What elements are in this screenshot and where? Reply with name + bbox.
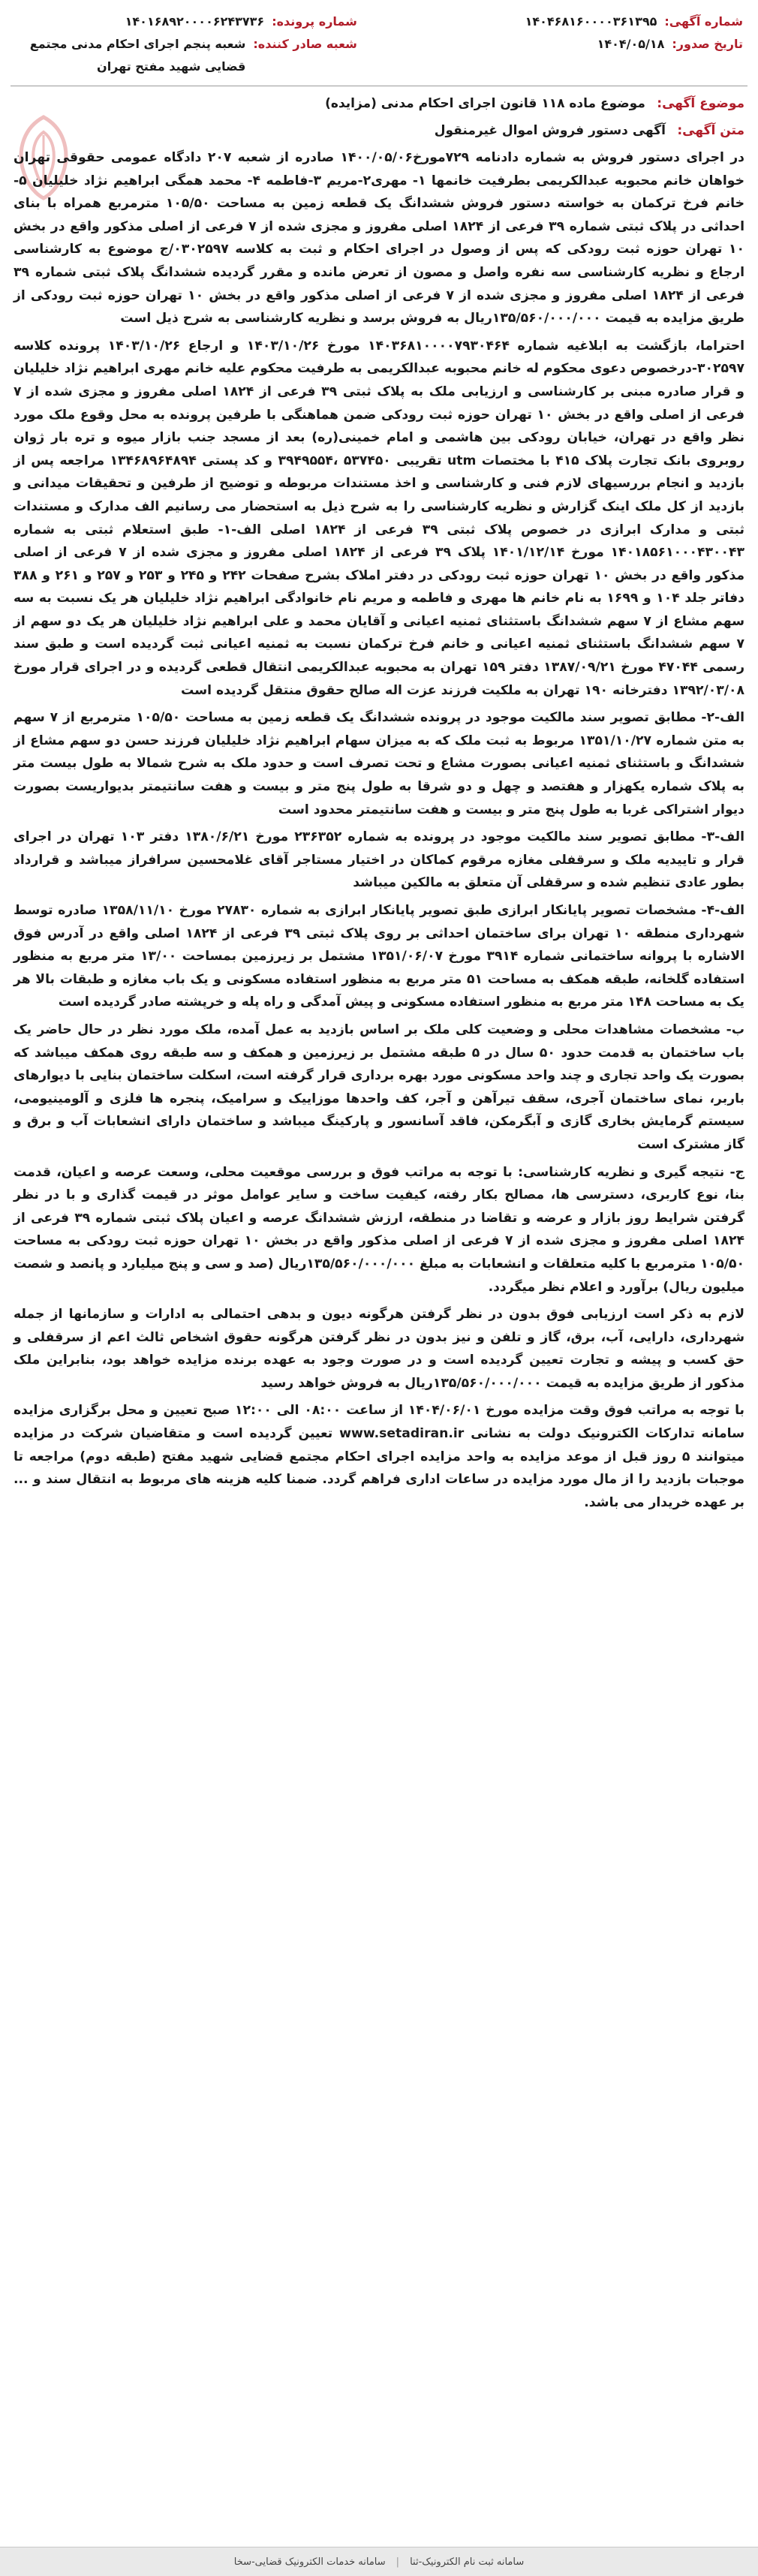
issuing-branch: شعبه پنجم اجرای احکام مدنی مجتمع قضایی شهید مفتح تهران xyxy=(29,37,246,74)
body-paragraph: با توجه به مراتب فوق وقت مزایده مورخ ۱۴۰۴/۰۶/۰۱ از ساعت ۰۸:۰۰ الی ۱۲:۰۰ صبح تعیین و محل برگزاری مزایده سامانه تدارکات الکترونیک دولت به نشانی www.setadiran.ir تعیین گردیده است و متقاضیان شرکت در مزایده میتوانند ۵ روز قبل از موعد مزایده به واحد مزایده اجرای احکام مجتمع قضایی شهید مفتح (طبقه دوم) مراجعه تا موجبات بازدید را از مال مورد مزایده در ساعات اداری فراهم گردد. ضمنا کلیه هزینه های مربوط به انتقال سند و ... بر عهده خریدار می باشد. xyxy=(14,1403,745,1510)
case-number-row xyxy=(15,11,357,33)
body-paragraph: الف-۲- مطابق تصویر سند مالکیت موجود در پرونده ششدانگ یک قطعه زمین به مساحت ۱۰۵/۵۰ مترمربع از ۷ سهم به متن شماره ۱۳۵۱/۱۰/۲۷ مربوط به ثبت ملک که به میزان سهام ابراهیم نژاد خلیلیان فرزند حسن دو سهم مشاع از ششدانگ و باستثنای ثمنیه اعیانی بصورت مشاع و تحت تصرف است و حدود ملک به شرح شمالا به طول بیست متر به پلاک شماره یکهزار و هفتصد و چهل و دو شرقا به طول پنج متر و بیست و هفت سانتیمتر بدیواریست بصورت دیوار اشتراکی غربا به طول پنج متر و بیست و هفت سانتیمتر محدود است xyxy=(14,710,744,817)
body-label: متن آگهی: xyxy=(677,123,744,138)
notice-number: ۱۴۰۴۶۸۱۶۰۰۰۰۳۶۱۳۹۵ xyxy=(525,14,657,29)
footer-bar xyxy=(0,2547,758,2576)
notice-body-heading xyxy=(14,119,744,142)
case-number-label: شماره پرونده: xyxy=(272,14,357,29)
issue-date-label: تاریخ صدور: xyxy=(672,37,743,51)
notice-page xyxy=(11,8,747,1518)
issuing-branch-row xyxy=(15,33,357,78)
notice-subject xyxy=(14,92,744,115)
header-left-column xyxy=(15,11,357,78)
header-right-column xyxy=(401,11,743,78)
notice-body xyxy=(14,146,744,1514)
footer-link-sakha[interactable]: سامانه خدمات الکترونیک قضایی-سخا xyxy=(233,2556,386,2568)
body-paragraph: الف-۳- مطابق تصویر سند مالکیت موجود در پرونده به شماره ۲۳۶۳۵۲ مورخ ۱۳۸۰/۶/۲۱ دفتر ۱۰۳ تهران در اجرای قرار و تاییدیه ملک و سرقفلی مغازه مرقوم کماکان در اختیار مستاجر آقای غلامحسین سرافراز میباشد و قرارداد بطور عادی تنظیم شده و سرقفلی آن متعلق به مالکین میباشد xyxy=(14,829,745,891)
body-paragraph: ب- مشخصات مشاهدات محلی و وضعیت کلی ملک بر اساس بازدید به عمل آمده، ملک مورد نظر در حال حاضر یک باب ساختمان به قدمت حدود ۵۰ سال در ۵ طبقه مشتمل بر زیرزمین و همکف و سه طبقه روی همکف میباشد که بصورت یک واحد تجاری و چند واحد مسکونی مورد بهره برداری قرار گرفته است، اسکلت ساختمان بنایی با دیوارهای باربر، نمای ساختمان آجری، سقف تیرآهن و آجر، کف واحدها موزاییک و سرامیک، پنجره ها فلزی و آلومینیومی، سیستم گرمایش بخاری گازی و آبگرمکن، فاقد آسانسور و پارکینگ میباشد و ساختمان دارای انشعابات آب و برق و گاز مشترک است xyxy=(14,1022,744,1152)
notice-number-row xyxy=(401,11,743,33)
notice-number-label: شماره آگهی: xyxy=(664,14,743,29)
issuing-branch-label: شعبه صادر کننده: xyxy=(253,37,357,51)
case-number: ۱۴۰۱۶۸۹۲۰۰۰۰۶۲۴۳۷۳۶ xyxy=(125,14,265,29)
body-title: آگهی دستور فروش اموال غیرمنقول xyxy=(434,123,666,138)
body-paragraph: لازم به ذکر است ارزیابی فوق بدون در نظر گرفتن هرگونه دیون و بدهی احتمالی به ادارات و سازمانها از جمله شهرداری، دارایی، آب، برق، گاز و تلفن و نیز بدون در نظر گرفتن هرگونه حقوق اشخاص ثالث اعم از سرقفلی و حق کسب و پیشه و تجارت تعیین گردیده است و در صورت وجود به عهده برنده مزایده خواهد بود، بنابراین ملک مذکور از طریق مزایده به قیمت ۱۳۵/۵۶۰/۰۰۰/۰۰۰ریال به فروش خواهد رسید xyxy=(14,1307,744,1391)
body-paragraph: الف-۴- مشخصات تصویر پایانکار ابرازی طبق تصویر پایانکار ابرازی به شماره ۲۷۸۳۰ مورخ ۱۳۵۸/۱۱/۱۰ صادره توسط شهرداری منطقه ۱۰ تهران برای ساختمان احداثی بر روی پلاک ثبتی ۳۹ فرعی از ۱۸۲۴ اصلی واقع در آدرس فوق الاشاره با پروانه ساختمانی شماره ۳۹۱۴ مورخ ۱۳۵۱/۰۶/۰۷ مشتمل بر زیرزمین بمساحت ۱۳/۰۰ متر مربع به منظور استفاده گلخانه، طبقه همکف به مساحت ۵۱ متر مربع به منظور استفاده مسکونی و یک باب مغازه و طبقات بالا هر یک به مساحت ۱۴۸ متر مربع به منظور استفاده مسکونی و پیش آمدگی و راه پله و خرپشته صادر گردیده است xyxy=(14,903,745,1010)
body-paragraph: در اجرای دستور فروش به شماره دادنامه ۷۲۹مورخ۱۴۰۰/۰۵/۰۶ صادره از شعبه ۲۰۷ دادگاه عمومی حقوقی تهران خواهان خانم محبوبه عبدالکریمی بطرفیت خانمها ۱- مهری۲-مریم ۳-فاطمه ۴- محمد همگی ابراهیم نژاد خلیلیان ۵- خانم فرخ ترکمان به خواسته دستور فروش ششدانگ یک قطعه زمین به مساحت ۱۰۵/۵۰ مترمربع همراه با بنای احداثی در پلاک ثبتی شماره ۳۹ فرعی از ۱۸۲۴ اصلی مفروز و مجزی شده از ۷ فرعی از اصلی مذکور واقع در بخش ۱۰ تهران حوزه ثبت رودکی که پس از وصول در اجرای احکام و ثبت به کلاسه ۰۳۰۲۵۹۷/ج موضوع به کارشناسی ارجاع و نظریه کارشناسی سه نفره واصل و مصون از تعرض مانده و مقرر گردیده ششدانگ پلاک ثبتی شماره ۳۹ فرعی از ۱۸۲۴ اصلی مفروز و مجزی شده از ۷ فرعی از اصلی مذکور واقع در بخش ۱۰ تهران حوزه ثبت رودکی از طریق مزایده به قیمت ۱۳۵/۵۶۰/۰۰۰/۰۰۰ریال به فروش برسد و نظریه کارشناسی به شرح ذیل است xyxy=(14,150,744,327)
subject-label: موضوع آگهی: xyxy=(657,96,744,111)
footer-link-sana[interactable]: سامانه ثبت نام الکترونیک-ثنا xyxy=(410,2556,525,2568)
subject-text: موضوع ماده ۱۱۸ قانون اجرای احکام مدنی (مزایده) xyxy=(325,96,645,111)
body-paragraph: ج- نتیجه گیری و نظریه کارشناسی: با توجه به مراتب فوق و بررسی موقعیت محلی، وسعت عرصه و اعیان، قدمت بنا، نوع کاربری، دسترسی ها، مصالح بکار رفته، کیفیت ساخت و سایر عوامل موثر در قیمت گذاری و با در نظر گرفتن شرایط روز بازار و عرضه و تقاضا در منطقه، ارزش ششدانگ عرصه و اعیان پلاک ثبتی شماره ۳۹ فرعی از ۱۸۲۴ اصلی مفروز و مجزی شده از ۷ فرعی از اصلی مذکور واقع در بخش ۱۰ تهران حوزه ثبت رودکی به مساحت ۱۰۵/۵۰ مترمربع با کلیه متعلقات و انشعابات به مبلغ ۱۳۵/۵۶۰/۰۰۰/۰۰۰ریال (صد و سی و پنج میلیارد و پانصد و شصت میلیون ریال) برآورد و اعلام نظر میگردد. xyxy=(14,1164,745,1295)
footer-separator: | xyxy=(396,2556,400,2568)
body-paragraph: احتراما، بازگشت به ابلاغیه شماره ۱۴۰۳۶۸۱۰۰۰۰۷۹۳۰۴۶۴ مورخ ۱۴۰۳/۱۰/۲۶ و ارجاع ۱۴۰۳/۱۰/۲۶ پرونده کلاسه ۳۰۲۵۹۷-درخصوص دعوی محکوم له خانم محبوبه عبدالکریمی به طرفیت محکوم علیه خانم مهری ابراهیم نژاد خلیلیان و قرار صادره مبنی بر کارشناسی و ارزیابی ملک به پلاک ثبتی ۳۹ فرعی از ۱۸۲۴ اصلی مفروز و مجزی شده از ۷ فرعی از اصلی واقع در بخش ۱۰ تهران حوزه ثبت رودکی ضمن هماهنگی با طرفین پرونده به محل وقوع ملک مورد نظر واقع در تهران، خیابان رودکی بین هاشمی و امام خمینی(ره) بعد از مسجد جنب بازار میوه و تره بار ژوان روبروی بانک تجارت پلاک ۴۱۵ با مختصات utm تقریبی ۵۳۷۴۵۰ ،۳۹۴۹۵۵۴ و کد پستی ۱۳۴۶۸۹۶۴۸۹۴ مراجعه پس از بازدید و انجام بررسیهای لازم فنی و کارشناسی و اخذ مستندات مربوطه و توضیح از طرفین و تحقیقات میدانی و بازدید از کل ملک اینک گزارش و نظریه کارشناسی را به شرح ذیل به استحضار می رسانیم الف مدارک و مستندات ثبتی و مدارک ابرازی در خصوص پلاک ثبتی ۳۹ فرعی از ۱۸۲۴ اصلی الف-۱- طبق استعلام ثبتی به شماره ۱۴۰۱۸۵۶۱۰۰۰۴۳۰۰۴۳ مورخ ۱۴۰۱/۱۲/۱۴ پلاک ۳۹ فرعی از ۱۸۲۴ اصلی مفروز و مجزی شده از ۷ فرعی از اصلی مذکور واقع در بخش ۱۰ تهران حوزه ثبت رودکی در دفتر املاک بشرح صفحات ۲۴۲ و ۲۴۵ و ۲۵۳ و ۲۵۷ و ۲۶۱ و ۳۸۸ دفاتر جلد ۱۰۴ و ۱۶۹۹ به نام خانم ها مهری و فاطمه و مریم نام خانوادگی ابراهیم نژاد خلیلیان هر یک نسبت به سه سهم مشاع از ۷ سهم ششدانگ باستثنای ثمنیه اعیانی و آقایان محمد و علی ابراهیم نژاد خلیلیان هر یک دو سهم از ۷ سهم ششدانگ باستثنای ثمنیه اعیانی و خانم فرخ ترکمان نسبت به ثمنیه اعیانی ثبت گردیده است و طبق سند رسمی ۴۷۰۴۴ مورخ ۱۳۸۷/۰۹/۲۱ دفتر ۱۵۹ تهران به محبوبه عبدالکریمی انتقال قطعی گردیده و در اجرای قرار مورخ ۱۳۹۲/۰۳/۰۸ دفترخانه ۱۹۰ تهران به ملکیت فرزند عزت اله صالح حقوق منتقل گردیده است xyxy=(14,338,745,698)
issue-date: ۱۴۰۴/۰۵/۱۸ xyxy=(597,37,665,51)
issue-date-row xyxy=(401,33,743,56)
notice-header xyxy=(11,8,747,78)
